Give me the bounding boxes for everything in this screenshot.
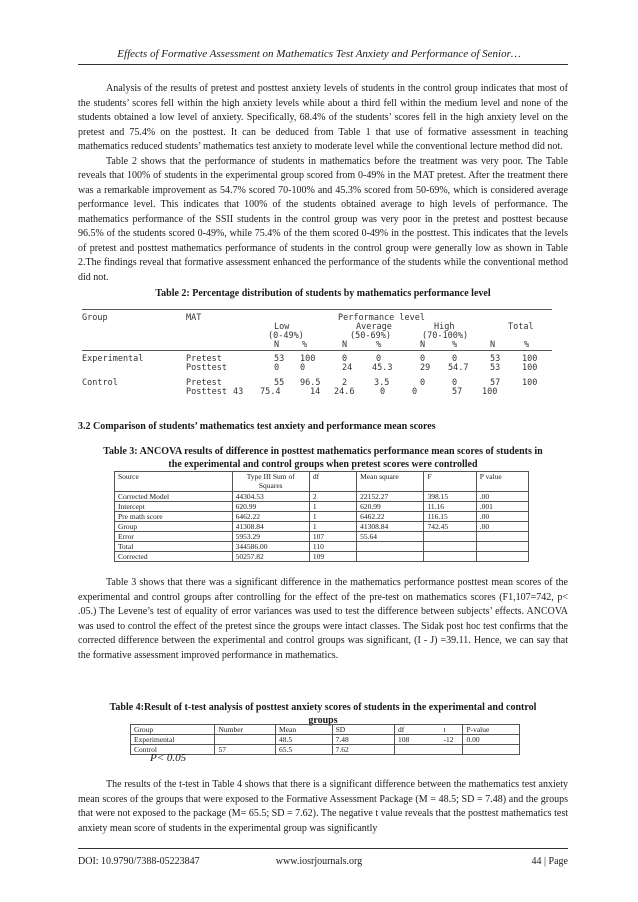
table-3-caption (78, 445, 568, 471)
t2-cell: 0 (420, 354, 426, 364)
cell: 41308.84 (357, 522, 424, 532)
table-row (115, 532, 529, 542)
t2-cell: 75.4 (260, 387, 281, 397)
cell (424, 542, 476, 552)
header-cell: P-value (463, 725, 520, 735)
header-cell: t (441, 725, 463, 735)
header-cell: df (309, 472, 356, 492)
t2-cell: 0 (274, 363, 280, 373)
cell: 7.48 (332, 735, 394, 745)
t2-header-pct: % (302, 340, 308, 350)
table-row (115, 522, 529, 532)
t2-cell: 3.5 (374, 378, 390, 388)
t2-cell: 55 (274, 378, 285, 388)
t2-cell: 0 (342, 354, 348, 364)
footer-page-number: 44 | Page (531, 856, 568, 867)
table-header-row (131, 725, 520, 735)
t2-cell: 43 (233, 387, 244, 397)
t2-header-avg-range: (50-69%) (350, 331, 391, 341)
t2-cell: 54.7 (448, 363, 469, 373)
t2-header-pct: % (376, 340, 382, 350)
t2-header-performance: Performance level (338, 313, 425, 323)
cell: 108 (394, 735, 440, 745)
paragraph-2: Table 2 shows that the performance of students in mathematics before the treatment was very poor. The Table reveals that 100% of students in the experimental group scored from 0-49% in the MAT pretest. After the treatment there was a remarkable improvement as 54.7% scored 70-100% and 45.3% scored from 50-69%, which is considered average performance level. This indicates that 100% of the students obtained average to high levels of performance. The mathematics performance of the SSII students in the control group was very poor in the pretest and posttest because 96.5% of the students scored 0-49%, while 75.4% of the them scored 0-49% in the posttest. This indicates that the levels of pretest and posttest mathematics performance of students in the control group were generally low as shown in Table 2.The findings reveal that formative assessment enhanced the performance of the students while the conventional method did not. (78, 155, 568, 283)
cell: 620.99 (357, 502, 424, 512)
table-header-row (115, 472, 529, 492)
running-header: Effects of Formative Assessment on Mathematics Test Anxiety and Performance of Senior… (117, 48, 521, 60)
table-row (115, 502, 529, 512)
cell: 109 (309, 552, 356, 562)
table-4-caption-line-2: groups (308, 715, 338, 726)
cell: 2 (309, 492, 356, 502)
cell: Total (115, 542, 233, 552)
cell (357, 552, 424, 562)
t2-cell: 0 (452, 378, 458, 388)
cell (463, 745, 520, 755)
body-text-top (78, 82, 568, 285)
cell: .00 (476, 512, 528, 522)
t2-cell: 100 (482, 387, 498, 397)
header-rule (78, 64, 568, 65)
cell (215, 735, 276, 745)
cell: 1 (309, 512, 356, 522)
cell: Corrected Model (115, 492, 233, 502)
table-row (115, 492, 529, 502)
t2-cell: Pretest (186, 354, 222, 364)
t2-header-mat: MAT (186, 313, 202, 323)
cell: 1 (309, 502, 356, 512)
table-row (115, 512, 529, 522)
cell: 50257.82 (232, 552, 309, 562)
table-row (131, 745, 520, 755)
cell (424, 552, 476, 562)
body-text-bottom (78, 778, 568, 836)
cell: Corrected (115, 552, 233, 562)
t2-header-low: Low (274, 322, 290, 332)
cell: -12 (441, 735, 463, 745)
cell: Intercept (115, 502, 233, 512)
cell: .001 (476, 502, 528, 512)
table-2-top-rule (82, 309, 552, 310)
table-row (115, 542, 529, 552)
cell: Experimental (131, 735, 215, 745)
t2-cell: 100 (300, 354, 316, 364)
t2-cell: Posttest (186, 363, 227, 373)
cell: .00 (476, 522, 528, 532)
cell: 107 (309, 532, 356, 542)
t2-cell: 53 (490, 354, 501, 364)
cell: 0.00 (463, 735, 520, 745)
table-row (115, 552, 529, 562)
cell: 344586.00 (232, 542, 309, 552)
cell (476, 542, 528, 552)
t2-cell: 0 (412, 387, 418, 397)
t2-cell: 29 (420, 363, 431, 373)
cell (424, 532, 476, 542)
paragraph-4: The results of the t-test in Table 4 shows that there is a significant difference between the mathematics test anxiety mean scores of the groups that were exposed to the Formative Assessment Package (M = 48.5; SD = 7.48) and the groups that were not exposed to the package (M= 65.5; SD = 7.62). The negative t value reveals that the posttest mathematics test anxiety mean score of students in the experimental group was significantly (78, 779, 568, 834)
t2-cell: 24 (342, 363, 353, 373)
cell: Error (115, 532, 233, 542)
table-4-caption-line-1: Table 4:Result of t-test analysis of posttest anxiety scores of students in the experimental and control (109, 702, 537, 713)
t2-cell: Posttest (186, 387, 227, 397)
cell: Group (115, 522, 233, 532)
header-cell: Group (131, 725, 215, 735)
header-cell: Number (215, 725, 276, 735)
cell: 5953.29 (232, 532, 309, 542)
t2-header-group: Group (82, 313, 108, 323)
cell (476, 552, 528, 562)
table-3 (114, 471, 529, 562)
t2-cell: 24.6 (334, 387, 355, 397)
t2-cell: 53 (274, 354, 285, 364)
cell: 6462.22 (232, 512, 309, 522)
cell: 22152.27 (357, 492, 424, 502)
t2-cell: 14 (310, 387, 321, 397)
footer-site: www.iosrjournals.org (275, 856, 363, 867)
header-cell: P value (476, 472, 528, 492)
t2-cell: 100 (522, 378, 538, 388)
t2-cell: 0 (300, 363, 306, 373)
cell: 41308.84 (232, 522, 309, 532)
t2-cell: 100 (522, 354, 538, 364)
header-cell: Mean square (357, 472, 424, 492)
t2-cell: 100 (522, 363, 538, 373)
footer-doi: DOI: 10.9790/7388-05223847 (78, 856, 200, 867)
cell: 110 (309, 542, 356, 552)
cell: 1 (309, 522, 356, 532)
table-2 (78, 307, 568, 397)
t2-header-n: N (342, 340, 348, 350)
cell: Control (131, 745, 215, 755)
table-3-caption-line-2: the experimental and control groups when pretest scores were controlled (168, 459, 478, 470)
cell: 6462.22 (357, 512, 424, 522)
cell: 398.15 (424, 492, 476, 502)
t2-header-total: Total (508, 322, 534, 332)
t2-header-high-range: (70-100%) (422, 331, 469, 341)
table-4-note: P< 0.05 (150, 752, 187, 764)
cell: 620.99 (232, 502, 309, 512)
paragraph-3: Table 3 shows that there was a significant difference in the mathematics performance posttest mean scores of the experimental and control groups after controlling for the effect of the pre-test on mathematics scores (F1,107=742, p< .05.) The Levene’s test of equality of error variances was used to test the difference between subjects’ effects. ANCOVA was used to control the effect of the pretest since the groups were intact classes. The Sidak post hoc test confirms that the corrected difference between the experimental and control groups was significant, (I - J) =39.11. Hence, we can say that the formative assessment improved performance in mathematics. (78, 577, 568, 661)
t2-header-high: High (434, 322, 455, 332)
t2-header-pct: % (452, 340, 458, 350)
t2-cell: 57 (490, 378, 501, 388)
t2-cell: 57 (452, 387, 463, 397)
cell: .00 (476, 492, 528, 502)
t2-cell: 53 (490, 363, 501, 373)
t2-cell: 0 (452, 354, 458, 364)
cell: 48.5 (276, 735, 333, 745)
header-cell: F (424, 472, 476, 492)
cell (357, 542, 424, 552)
cell (394, 745, 440, 755)
cell (476, 532, 528, 542)
cell: 116.15 (424, 512, 476, 522)
t2-header-n: N (274, 340, 280, 350)
t2-header-n: N (420, 340, 426, 350)
header-cell: df (394, 725, 440, 735)
cell: 44304.53 (232, 492, 309, 502)
header-cell: Mean (276, 725, 333, 735)
header-cell: Type III Sum of Squares (232, 472, 309, 492)
t2-cell: 0 (376, 354, 382, 364)
cell: Pre math score (115, 512, 233, 522)
t2-header-average: Average (356, 322, 392, 332)
t2-cell: 96.5 (300, 378, 321, 388)
t2-cell: Control (82, 378, 118, 388)
paragraph-1: Analysis of the results of pretest and posttest anxiety levels of students in the control group indicates that most of the students’ scores fell within the high anxiety levels while about a third fell within the medium level and none of the students obtained a low level of anxiety. Specifically, 68.4% of the students’ scores fell in the high anxiety level on the pretest and 75.4% on the posttest. It can be deduced from Table 1 that use of formative assessment in teaching mathematics reduced students’ mathematics test anxiety to moderate level while the conventional lecture method did not. (78, 83, 568, 152)
body-text-middle (78, 576, 568, 663)
cell: 65.5 (276, 745, 333, 755)
cell: 742.45 (424, 522, 476, 532)
cell: 11.16 (424, 502, 476, 512)
header-cell: SD (332, 725, 394, 735)
t2-header-low-range: (0-49%) (268, 331, 304, 341)
table-3-caption-line-1: Table 3: ANCOVA results of difference in posttest mathematics performance mean scores of students in (103, 446, 543, 457)
table-row (131, 735, 520, 745)
cell: 57 (215, 745, 276, 755)
t2-header-pct: % (524, 340, 530, 350)
t2-header-n: N (490, 340, 496, 350)
footer-rule (78, 848, 568, 849)
header-cell: Source (115, 472, 233, 492)
section-heading-3-2: 3.2 Comparison of students’ mathematics test anxiety and performance mean scores (78, 421, 436, 432)
cell: 7.62 (332, 745, 394, 755)
t2-cell: 45.3 (372, 363, 393, 373)
t2-cell: Experimental (82, 354, 144, 364)
t2-cell: 2 (342, 378, 348, 388)
t2-cell: 0 (380, 387, 386, 397)
t2-cell: Pretest (186, 378, 222, 388)
table-4 (130, 724, 520, 755)
table-2-caption: Table 2: Percentage distribution of students by mathematics performance level (155, 288, 491, 299)
cell (441, 745, 463, 755)
cell: 55.64 (357, 532, 424, 542)
t2-cell: 0 (420, 378, 426, 388)
table-2-mid-rule (82, 350, 552, 351)
